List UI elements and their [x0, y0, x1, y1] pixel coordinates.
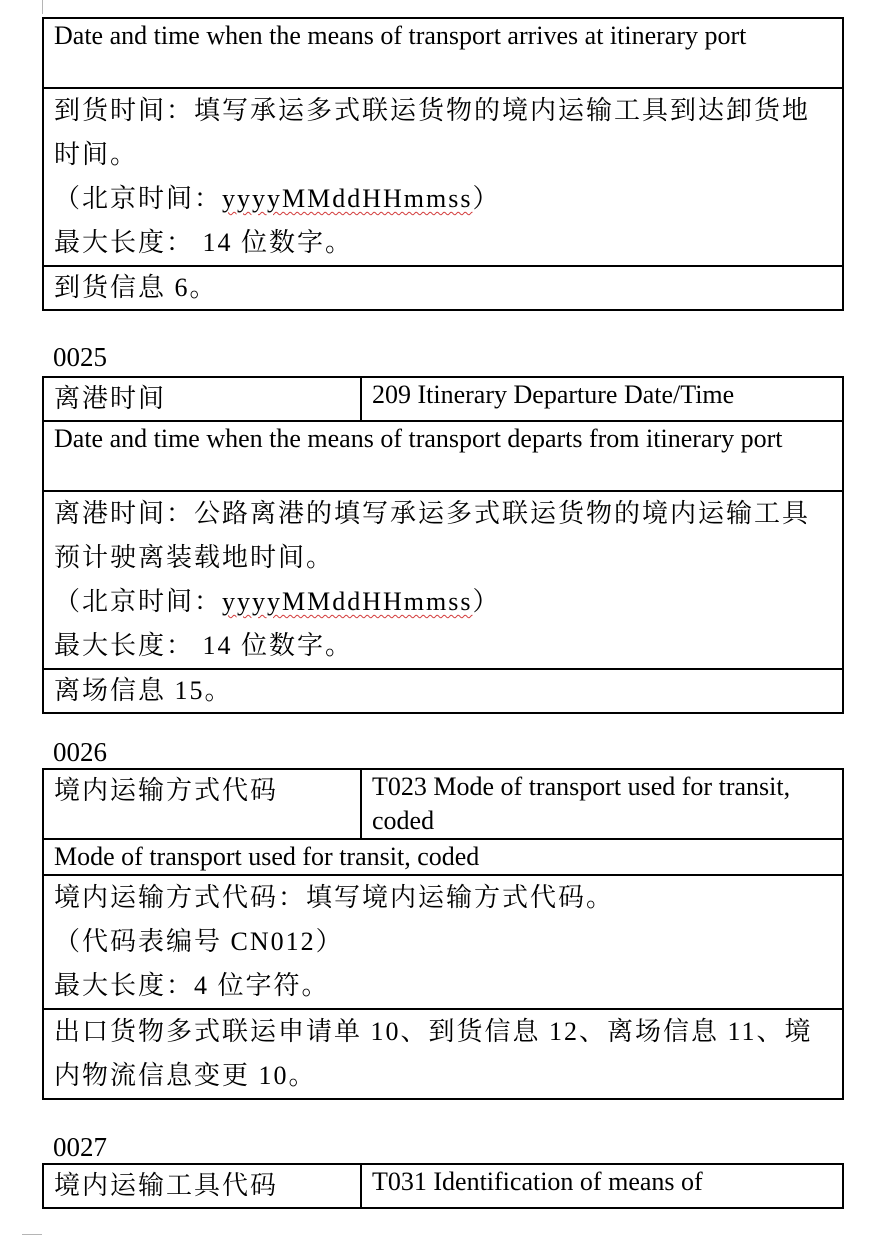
max-length: 最大长度：4 位字符。	[54, 971, 330, 1000]
field-name-en: 209 Itinerary Departure Date/Time	[361, 377, 843, 421]
english-description: Date and time when the means of transport departs from itinerary port	[43, 421, 843, 491]
usage-info: 离场信息 15。	[43, 669, 843, 713]
chinese-description	[43, 875, 843, 1009]
page-corner-mark-top	[22, 0, 43, 14]
max-length: 最大长度： 14 位数字。	[54, 631, 354, 660]
field-name-en: T031 Identification of means of	[361, 1164, 843, 1208]
field-table-arrival-time	[42, 17, 844, 311]
description-line: 离港时间：公路离港的填写承运多式联运货物的境内运输工具预计驶离装载地时间。	[54, 499, 811, 572]
description-line: 到货时间：填写承运多式联运货物的境内运输工具到达卸货地时间。	[54, 96, 811, 169]
chinese-description	[43, 491, 843, 669]
english-description: Date and time when the means of transport arrives at itinerary port	[43, 18, 843, 88]
english-description: Mode of transport used for transit, coded	[43, 839, 843, 875]
field-table-0027	[42, 1163, 844, 1209]
section-code: 0026	[53, 737, 107, 767]
section-code: 0025	[53, 342, 107, 372]
format-string: yyyyMMddHHmmss	[222, 587, 473, 616]
beijing-time-format: （北京时间：yyyyMMddHHmmss）	[54, 184, 501, 213]
max-length: 最大长度： 14 位数字。	[54, 228, 354, 257]
code-table-ref: （代码表编号 CN012）	[54, 927, 344, 956]
section-code: 0027	[53, 1132, 107, 1162]
description-line: 境内运输方式代码：填写境内运输方式代码。	[54, 883, 615, 912]
field-table-0026	[42, 768, 844, 1100]
field-name-en: T023 Mode of transport used for transit, coded	[361, 769, 843, 839]
chinese-description	[43, 88, 843, 266]
field-name-cn: 境内运输方式代码	[43, 769, 361, 839]
usage-info: 到货信息 6。	[43, 266, 843, 310]
format-string: yyyyMMddHHmmss	[222, 184, 473, 213]
beijing-time-format: （北京时间：yyyyMMddHHmmss）	[54, 587, 501, 616]
field-name-cn: 境内运输工具代码	[43, 1164, 361, 1208]
field-name-cn: 离港时间	[43, 377, 361, 421]
field-table-0025	[42, 376, 844, 714]
usage-info: 出口货物多式联运申请单 10、到货信息 12、离场信息 11、境内物流信息变更 10。	[43, 1009, 843, 1099]
